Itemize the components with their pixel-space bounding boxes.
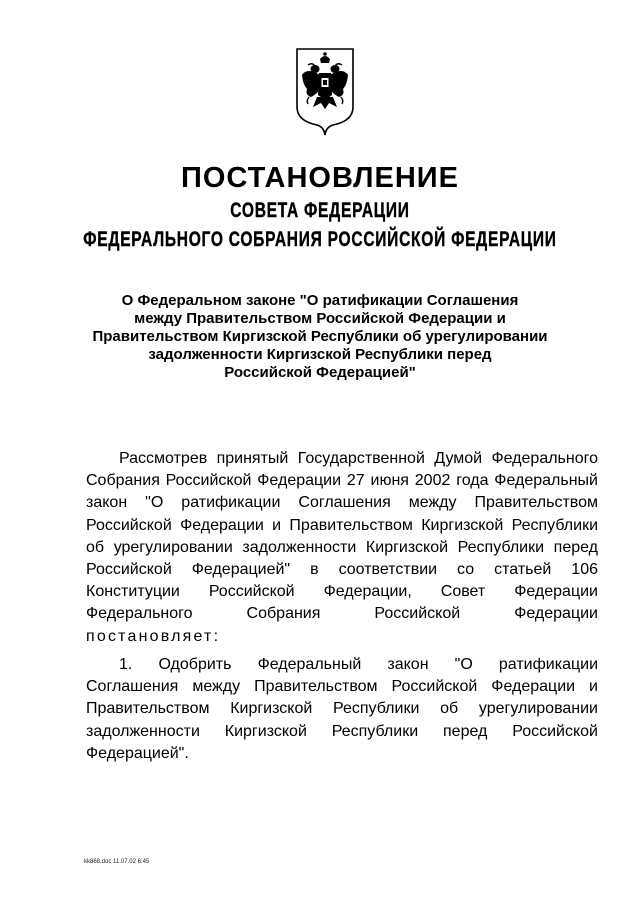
document-footer-filename: kk868.doc 11.07.02 6:45: [84, 859, 150, 865]
document-subtitle-assembly: ФЕДЕРАЛЬНОГО СОБРАНИЯ РОССИЙСКОЙ ФЕДЕРАЦИИ: [83, 228, 557, 251]
paragraph-line: Российской Федерацией" в соответствии со статьей 106: [86, 560, 598, 578]
paragraph-line: Российской Федерации и Правительством Киргизской Республики: [86, 516, 598, 534]
paragraph-line: Федерацией".: [86, 744, 189, 762]
coat-of-arms-emblem: [293, 45, 357, 137]
paragraph-line: Собрания Российской Федерации 27 июня 2002 года Федеральный: [86, 472, 598, 490]
paragraph-line: Конституции Российской Федерации, Совет Федерации: [86, 583, 598, 601]
subject-line: между Правительством Российской Федерации и: [134, 310, 506, 327]
paragraph-line: Правительством Киргизской Республики об урегулировании: [86, 700, 598, 718]
paragraph-line: 1. Одобрить Федеральный закон "О ратификации: [119, 656, 598, 673]
document-subtitle-council: СОВЕТА ФЕДЕРАЦИИ: [230, 199, 410, 222]
resolution-item-1: [86, 654, 598, 765]
paragraph-line: задолженности Киргизской Республики перед Российской: [86, 722, 598, 740]
subject-line: Российской Федерацией": [224, 364, 416, 381]
paragraph-line: Федерального Собрания Российской Федерации: [86, 605, 598, 623]
resolves-word: постановляет:: [86, 627, 221, 645]
subject-line: О Федеральном законе "О ратификации Соглашения: [121, 292, 519, 309]
paragraph-line: об урегулировании задолженности Киргизской Республики перед: [86, 538, 598, 556]
paragraph-line: Соглашения между Правительством Российской Федерации и: [86, 678, 598, 696]
paragraph-line: закон "О ратификации Соглашения между Правительством: [86, 494, 598, 512]
subject-line: задолженности Киргизской Республики перед: [148, 346, 492, 363]
preamble-paragraph: [86, 448, 598, 648]
subject-line: Правительством Киргизской Республики об урегулировании: [92, 328, 548, 345]
paragraph-line: Рассмотрев принятый Государственной Думой Федерального: [119, 450, 598, 467]
document-title: ПОСТАНОВЛЕНИЕ: [181, 162, 459, 194]
document-subject: [80, 292, 560, 382]
